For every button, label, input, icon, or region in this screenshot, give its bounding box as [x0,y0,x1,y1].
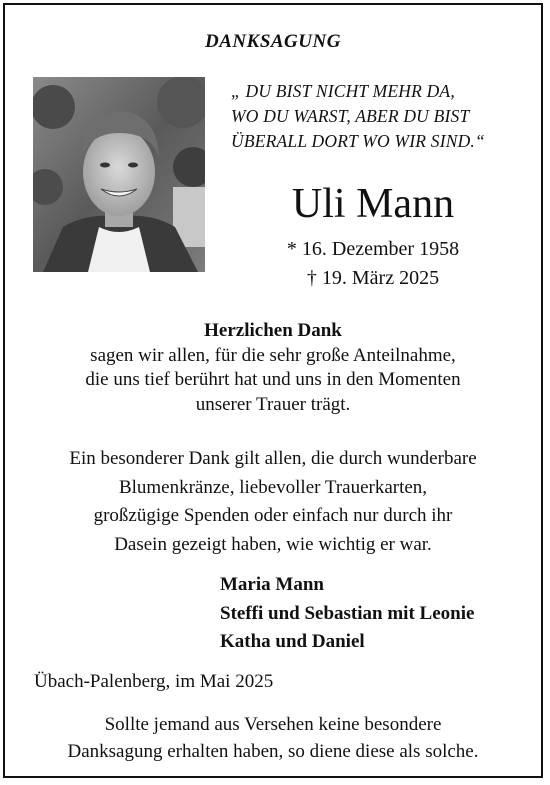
signer: Steffi und Sebastian mit Leonie [220,602,475,624]
quote-line: „ DU BIST NICHT MEHR DA, [231,81,455,101]
quote-line: WO DU WARST, ABER DU BIST [231,106,470,126]
signer: Katha und Daniel [220,631,365,652]
thanks-line: unserer Trauer trägt. [195,393,351,415]
portrait-image [33,77,205,272]
place-date: Übach-Palenberg, im Mai 2025 [34,671,274,692]
special-thanks-line: Blumenkränze, liebevoller Trauerkarten, [118,476,428,498]
thanks-line: sagen wir allen, für die sehr große Anteilnahme, [90,344,456,366]
thanks-line: die uns tief berührt hat und uns in den Momenten [85,369,461,390]
signer: Maria Mann [220,574,324,595]
closing-note [15,711,531,765]
special-thanks-paragraph [15,445,531,559]
heading: DANKSAGUNG [205,31,341,52]
note-line: Sollte jemand aus Versehen keine besondere [104,714,442,735]
signers-list [220,571,474,657]
birth-date: * 16. Dezember 1958 [286,238,460,260]
special-thanks-line: großzügige Spenden oder einfach nur durch ihr [93,505,453,526]
note-line: Danksagung erhalten haben, so diene diese als solche. [67,741,479,762]
deceased-name: Uli Mann [291,181,455,227]
special-thanks-line: Ein besonderer Dank gilt allen, die durch wunderbare [69,448,477,469]
death-date: † 19. März 2025 [306,267,440,289]
thanks-paragraph [15,319,531,417]
memorial-quote [231,79,531,154]
special-thanks-line: Dasein gezeigt haben, wie wichtig er war. [114,533,432,555]
life-dates [213,235,533,293]
quote-line: ÜBERALL DORT WO WIR SIND.“ [231,131,485,151]
portrait-photo [33,77,205,272]
thanks-title: Herzlichen Dank [204,320,342,341]
announcement-frame [3,3,543,778]
